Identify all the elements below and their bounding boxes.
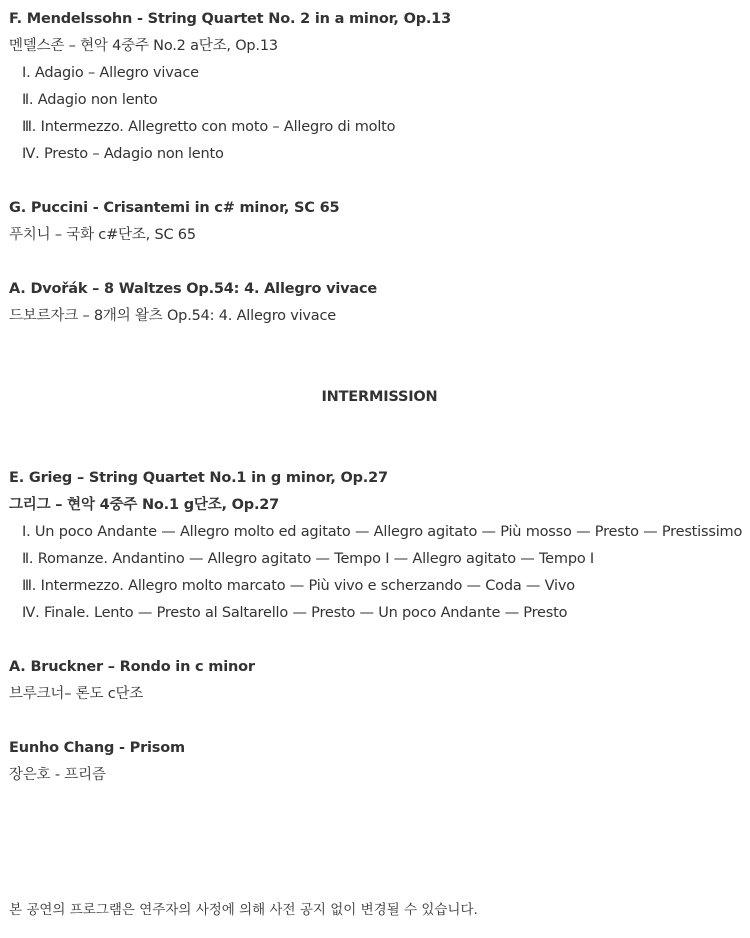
piece-mendelssohn	[9, 6, 750, 168]
program-list	[9, 6, 750, 789]
program-change-notice: 본 공연의 프로그램은 연주자의 사정에 의해 사전 공지 없이 변경될 수 있습니다.	[9, 902, 478, 918]
spacer	[9, 249, 750, 276]
piece-subtitle: 드보르자크 – 8개의 왈츠 Op.54: 4. Allegro vivace	[9, 308, 336, 324]
movement-item: Ⅱ. Adagio non lento	[22, 92, 158, 108]
spacer	[9, 708, 750, 735]
piece-title: A. Dvořák – 8 Waltzes Op.54: 4. Allegro vivace	[9, 281, 377, 297]
spacer	[9, 627, 750, 654]
piece-subtitle: 푸치니 – 국화 c#단조, SC 65	[9, 227, 196, 243]
piece-subtitle: 그리그 – 현악 4중주 No.1 g단조, Op.27	[9, 497, 280, 513]
movement-item: Ⅲ. Intermezzo. Allegro molto marcato — Più vivo e scherzando — Coda — Vivo	[22, 578, 575, 594]
movement-item: Ⅰ. Un poco Andante — Allegro molto ed agitato — Allegro agitato — Più mosso — Presto — Prestissimo	[22, 524, 743, 540]
piece-bruckner	[9, 654, 750, 708]
spacer	[9, 357, 750, 384]
movement-item: Ⅰ. Adagio – Allegro vivace	[22, 65, 199, 81]
movement-item: Ⅲ. Intermezzo. Allegretto con moto – Allegro di molto	[22, 119, 396, 135]
intermission-heading: INTERMISSION	[321, 389, 438, 405]
piece-subtitle: 멘델스존 – 현악 4중주 No.2 a단조, Op.13	[9, 38, 278, 54]
piece-title: F. Mendelssohn - String Quartet No. 2 in a minor, Op.13	[9, 11, 451, 27]
piece-title: G. Puccini - Crisantemi in c# minor, SC 65	[9, 200, 340, 216]
piece-subtitle: 브루크너– 론도 c단조	[9, 686, 144, 702]
spacer	[9, 411, 750, 438]
movement-item: Ⅱ. Romanze. Andantino — Allegro agitato — Tempo I — Allegro agitato — Tempo I	[22, 551, 594, 567]
piece-subtitle: 장은호 - 프리즘	[9, 767, 106, 783]
spacer	[9, 330, 750, 357]
piece-title: Eunho Chang - Prisom	[9, 740, 185, 756]
piece-title: A. Bruckner – Rondo in c minor	[9, 659, 255, 675]
piece-dvorak	[9, 276, 750, 330]
movement-item: Ⅳ. Presto – Adagio non lento	[22, 146, 224, 162]
piece-puccini	[9, 195, 750, 249]
spacer	[9, 438, 750, 465]
spacer	[9, 168, 750, 195]
piece-chang	[9, 735, 750, 789]
piece-title: E. Grieg – String Quartet No.1 in g minor, Op.27	[9, 470, 388, 486]
piece-grieg	[9, 465, 750, 627]
movement-item: Ⅳ. Finale. Lento — Presto al Saltarello — Presto — Un poco Andante — Presto	[22, 605, 568, 621]
